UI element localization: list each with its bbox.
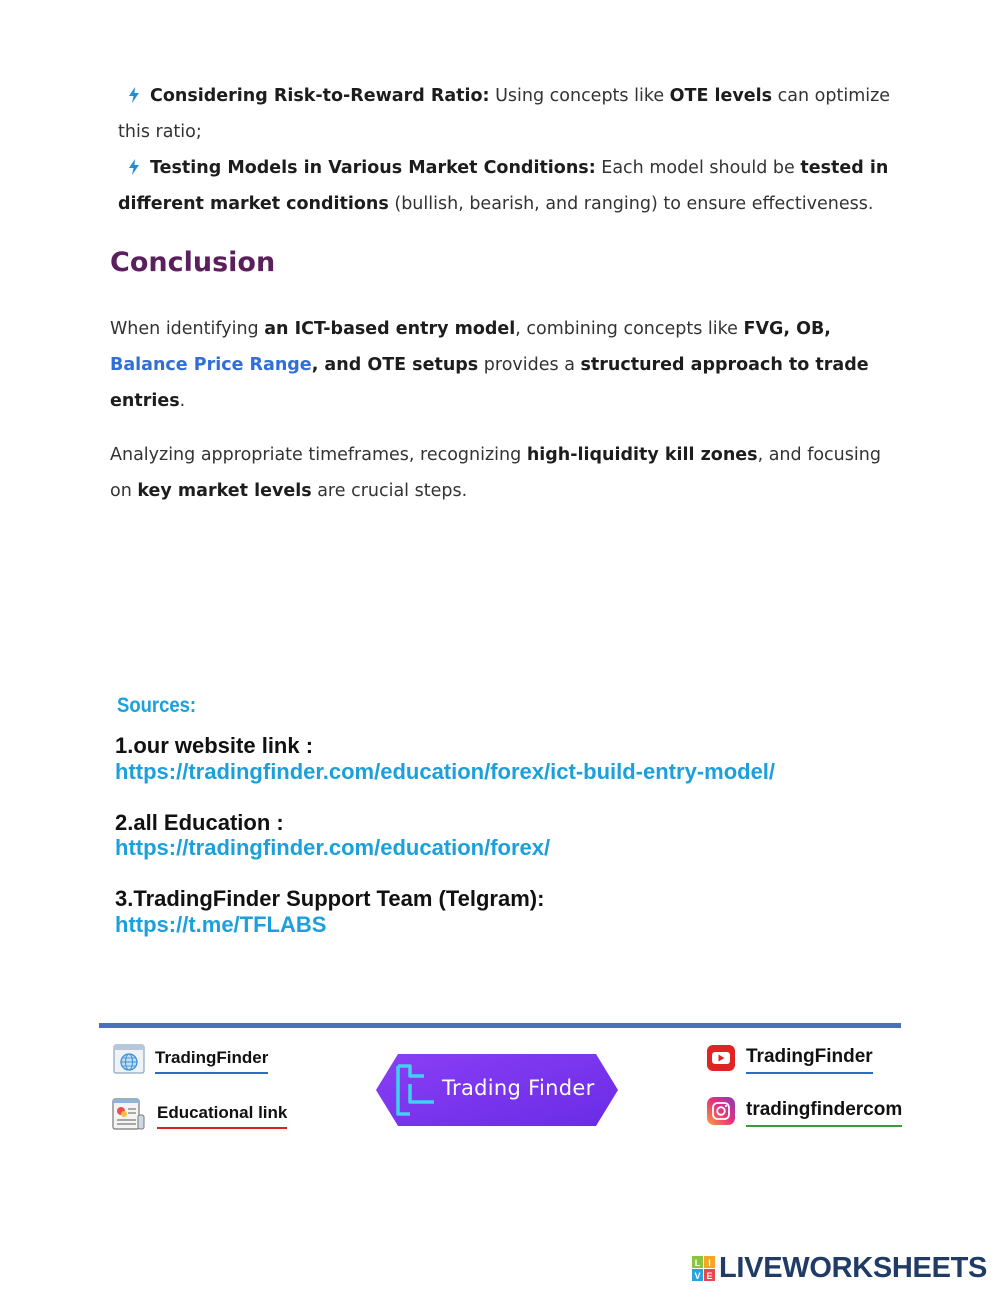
footer-education-link[interactable]	[111, 1097, 287, 1131]
bold-phrase: an ICT-based entry model	[264, 319, 516, 339]
underline	[155, 1072, 268, 1074]
balance-price-range-link[interactable]: Balance Price Range	[110, 355, 312, 375]
sources-heading: Sources:	[117, 694, 197, 717]
text: are crucial steps.	[311, 481, 468, 501]
bold-phrase: , and OTE setups	[311, 355, 479, 375]
source-link-telegram[interactable]: https://t.me/TFLABS	[115, 912, 327, 937]
conclusion-heading: Conclusion	[110, 247, 276, 278]
liveworksheets-watermark	[692, 1252, 987, 1285]
bullet-risk-reward	[118, 78, 898, 150]
source-title: 2.all Education :	[115, 810, 284, 835]
bold-phrase: structured approach to trade entries	[110, 355, 869, 411]
source-title: 1.our website link :	[115, 733, 314, 758]
svg-text:L: L	[694, 1257, 701, 1268]
footer-instagram-link[interactable]	[706, 1097, 902, 1125]
footer-youtube-label: TradingFinder	[746, 1045, 873, 1067]
text: , combining concepts like	[515, 319, 744, 339]
bold-phrase: FVG, OB,	[743, 319, 831, 339]
svg-text:E: E	[706, 1270, 713, 1281]
footer-education-label: Educational link	[157, 1102, 288, 1122]
globe-browser-icon	[113, 1044, 145, 1074]
logo-text: Trading Finder	[442, 1076, 595, 1100]
source-title: 3.TradingFinder Support Team (Telgram):	[115, 886, 545, 911]
svg-text:I: I	[708, 1257, 711, 1268]
instagram-icon	[706, 1097, 736, 1125]
bullet-testing-models	[118, 150, 898, 222]
footer-website-label: TradingFinder	[155, 1047, 269, 1067]
bold-phrase: high-liquidity kill zones	[526, 445, 758, 465]
underline	[746, 1072, 873, 1074]
liveworksheets-text: LIVEWORKSHEETS	[719, 1252, 988, 1284]
certificate-document-icon	[111, 1097, 147, 1131]
liveworksheets-logo-icon	[692, 1256, 716, 1282]
footer-youtube-link[interactable]	[706, 1044, 873, 1072]
underline	[157, 1127, 287, 1129]
footer-instagram-label: tradingfindercom	[746, 1098, 903, 1120]
bullet-text: Each model should be	[595, 158, 801, 178]
bullet-bold-phrase: tested in different market conditions	[118, 158, 889, 214]
bullet-term: Testing Models in Various Market Conditions:	[150, 158, 596, 178]
lightning-bolt-icon	[128, 87, 146, 103]
underline	[746, 1125, 902, 1127]
conclusion-paragraph-2	[110, 437, 900, 509]
bullet-term: Considering Risk-to-Reward Ratio:	[150, 86, 490, 106]
conclusion-paragraph-1	[110, 311, 900, 419]
text: Analyzing appropriate timeframes, recognizing	[110, 445, 527, 465]
bullet-bold-phrase: OTE levels	[669, 86, 773, 106]
bullet-text: can optimize this ratio;	[118, 86, 891, 142]
text: When identifying	[110, 319, 265, 339]
source-link-education[interactable]: https://tradingfinder.com/education/forex/	[115, 835, 551, 860]
text: , and focusing on	[110, 445, 881, 501]
lightning-bolt-icon	[128, 159, 146, 175]
svg-text:V: V	[694, 1270, 701, 1281]
footer-website-link[interactable]	[113, 1044, 268, 1074]
source-link-website[interactable]: https://tradingfinder.com/education/forex/ict-build-entry-model/	[115, 759, 776, 784]
youtube-icon	[706, 1044, 736, 1072]
bullet-text: Using concepts like	[489, 86, 670, 106]
footer-divider	[99, 1023, 901, 1028]
bold-phrase: key market levels	[137, 481, 312, 501]
text: .	[179, 391, 186, 411]
bullet-text: (bullish, bearish, and ranging) to ensure effectiveness.	[388, 194, 874, 214]
text: provides a	[478, 355, 581, 375]
